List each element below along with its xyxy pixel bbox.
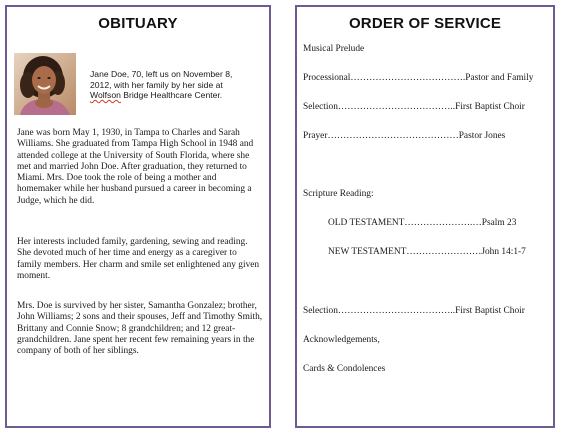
service-item-prayer: Prayer……………………………………Pastor Jones bbox=[303, 131, 506, 141]
service-item-acknowledgements: Acknowledgements, bbox=[303, 335, 380, 345]
obituary-heading: OBITUARY bbox=[98, 15, 178, 32]
obituary-paragraph-3: Mrs. Doe is survived by her sister, Samantha Gonzalez; brother, John Williams; 2 sons and their spouses, Jeff and Timothy Smith, Brittany and Connie Snow; 8 grandchildren; and 12 great-grandchildren. Jane spent her recent few remaining years in the company of both of her siblings. bbox=[17, 301, 263, 357]
obituary-paragraph-2: Her interests included family, gardening, sewing and reading. She devoted much of her time and energy as a caregiver to family members. Her charm and smile set enlightened any given moment. bbox=[17, 237, 260, 281]
obituary-paragraph-1: Jane was born May 1, 1930, in Tampa to Charles and Sarah Williams. She graduated from Tampa High School in 1948 and attended college at the University of South Florida, where she met and married John Doe. After graduation, they returned to Miami. Mrs. Doe took the role of being a mother and homemaker while her husband pursued a career in becoming a Judge, which he did. bbox=[17, 128, 254, 206]
service-item-new-testament: NEW TESTAMENT……………………John 14:1-7 bbox=[328, 247, 526, 257]
service-item-selection-1: Selection………………………………..First Baptist Choir bbox=[303, 102, 525, 112]
order-of-service-heading: ORDER OF SERVICE bbox=[348, 15, 502, 32]
portrait-photo bbox=[14, 53, 76, 115]
service-item-musical-prelude: Musical Prelude bbox=[303, 44, 365, 54]
service-item-old-testament: OLD TESTAMENT………………….…Psalm 23 bbox=[328, 218, 517, 228]
service-item-cards-condolences: Cards & Condolences bbox=[303, 364, 386, 374]
intro-line-3 bbox=[90, 90, 262, 101]
obituary-panel bbox=[5, 5, 271, 428]
service-item-processional: Processional……………………………….Pastor and Family bbox=[303, 73, 534, 83]
spellcheck-underlined-word: Wolfson bbox=[90, 90, 121, 100]
intro-line-1: Jane Doe, 70, left us on November 8, bbox=[90, 69, 233, 79]
intro-line-2: 2012, with her family by her side at bbox=[90, 79, 223, 90]
obituary-intro bbox=[90, 69, 262, 101]
intro-line-3-rest: Bridge Healthcare Center. bbox=[120, 90, 223, 100]
service-item-scripture-reading: Scripture Reading: bbox=[303, 189, 374, 199]
order-of-service-panel bbox=[295, 5, 555, 428]
service-item-selection-2: Selection………………………………..First Baptist Choir bbox=[303, 306, 525, 316]
